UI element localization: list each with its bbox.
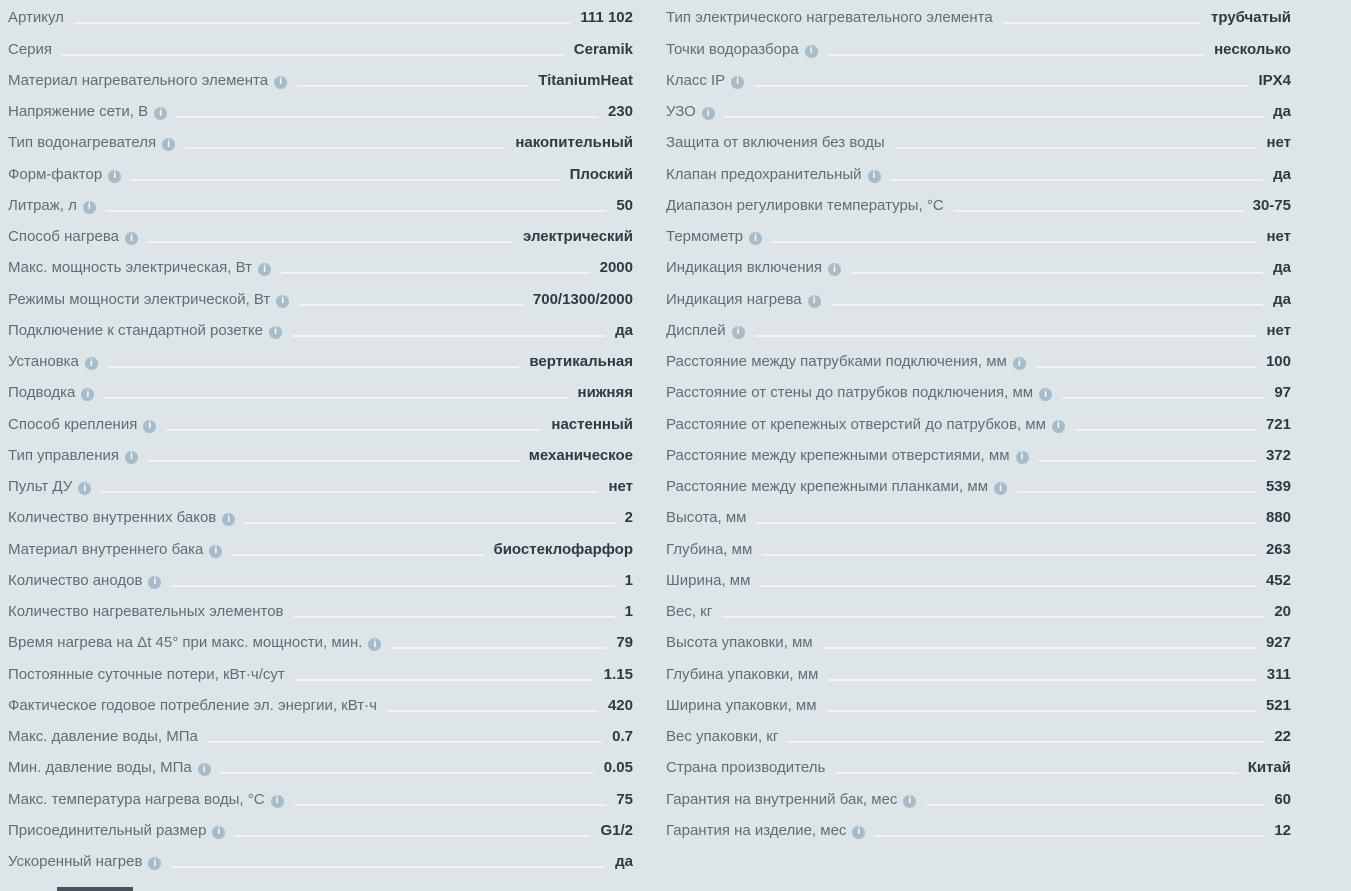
spec-label: Вес упаковки, кг bbox=[666, 728, 779, 745]
spec-row bbox=[666, 1, 1291, 32]
leader-line bbox=[297, 85, 528, 87]
spec-value: 79 bbox=[616, 634, 633, 652]
spec-label: Индикация включения bbox=[666, 259, 823, 277]
spec-column-left bbox=[8, 1, 633, 876]
spec-row bbox=[666, 314, 1291, 345]
leader-line bbox=[954, 210, 1243, 212]
spec-label: Мин. давление воды, МПа bbox=[8, 759, 192, 777]
spec-label: Количество внутренних баков bbox=[8, 509, 217, 527]
spec-label: Подключение к стандартной розетке bbox=[8, 321, 263, 339]
leader-line bbox=[1017, 491, 1256, 493]
spec-value: 2000 bbox=[599, 259, 633, 277]
spec-value: 521 bbox=[1265, 696, 1291, 714]
leader-line bbox=[827, 710, 1256, 712]
spec-label: Расстояние между крепежными планками, мм bbox=[666, 478, 989, 495]
spec-row bbox=[666, 689, 1291, 720]
spec-value: биостеклофарфор bbox=[493, 540, 633, 558]
leader-line bbox=[875, 835, 1264, 837]
info-icon[interactable]: i bbox=[1013, 357, 1026, 370]
spec-label: Артикул bbox=[8, 9, 64, 27]
spec-row bbox=[666, 345, 1291, 376]
spec-value: 721 bbox=[1265, 415, 1291, 433]
leader-line bbox=[166, 429, 541, 431]
leader-line bbox=[1039, 460, 1256, 462]
spec-value: 100 bbox=[1265, 353, 1291, 370]
info-icon[interactable]: i bbox=[162, 138, 175, 151]
spec-label: Гарантия на внутренний бак, мес bbox=[666, 790, 898, 808]
leader-line bbox=[1036, 366, 1256, 368]
spec-value: 111 102 bbox=[580, 9, 633, 27]
spec-label: Класс IP bbox=[666, 71, 726, 89]
info-icon[interactable]: i bbox=[269, 326, 282, 339]
leader-line bbox=[722, 616, 1264, 618]
leader-line bbox=[725, 116, 1263, 118]
leader-line bbox=[387, 710, 598, 712]
spec-value: 1 bbox=[624, 571, 633, 589]
spec-value: нет bbox=[1266, 321, 1291, 339]
spec-value: 97 bbox=[1274, 384, 1291, 402]
info-icon[interactable]: i bbox=[209, 545, 222, 558]
leader-line bbox=[235, 835, 590, 837]
leader-line bbox=[131, 179, 559, 181]
leader-line bbox=[760, 585, 1256, 587]
spec-label: Глубина, мм bbox=[666, 540, 753, 558]
info-icon[interactable]: i bbox=[148, 576, 161, 589]
spec-row bbox=[8, 751, 633, 782]
spec-value: 1.15 bbox=[603, 665, 633, 683]
spec-value: да bbox=[615, 853, 633, 870]
spec-value: нет bbox=[1266, 228, 1291, 245]
spec-label: Тип электрического нагревательного элемента bbox=[666, 9, 993, 27]
info-icon[interactable]: i bbox=[368, 638, 381, 651]
spec-row bbox=[8, 845, 633, 876]
spec-row bbox=[666, 251, 1291, 282]
leader-line bbox=[171, 585, 614, 587]
spec-row bbox=[8, 470, 633, 501]
spec-value: да bbox=[1273, 103, 1291, 120]
spec-label: Пульт ДУ bbox=[8, 478, 73, 495]
spec-label: Высота упаковки, мм bbox=[666, 634, 813, 652]
spec-label: Ширина упаковки, мм bbox=[666, 696, 817, 714]
leader-line bbox=[755, 335, 1257, 337]
spec-label: Способ крепления bbox=[8, 415, 138, 433]
spec-row bbox=[666, 189, 1291, 220]
leader-line bbox=[148, 241, 513, 243]
leader-line bbox=[171, 866, 605, 868]
leader-line bbox=[788, 741, 1264, 743]
spec-value: 420 bbox=[607, 696, 633, 714]
info-icon[interactable]: i bbox=[274, 76, 287, 89]
spec-row bbox=[8, 626, 633, 657]
spec-row bbox=[666, 751, 1291, 782]
spec-value: Ceramik bbox=[573, 40, 633, 58]
spec-row bbox=[8, 720, 633, 751]
spec-row bbox=[8, 814, 633, 845]
spec-label: Глубина упаковки, мм bbox=[666, 665, 819, 683]
spec-value: 50 bbox=[616, 196, 633, 214]
spec-row bbox=[8, 220, 633, 251]
spec-value: нет bbox=[1266, 134, 1291, 152]
info-icon[interactable]: i bbox=[83, 201, 96, 214]
spec-row bbox=[8, 126, 633, 157]
spec-value: да bbox=[1273, 165, 1291, 183]
spec-row bbox=[8, 782, 633, 813]
info-icon[interactable]: i bbox=[258, 263, 271, 276]
spec-row bbox=[8, 32, 633, 63]
leader-line bbox=[148, 460, 519, 462]
spec-row bbox=[8, 95, 633, 126]
spec-value: электрический bbox=[523, 228, 633, 245]
leader-line bbox=[823, 647, 1256, 649]
spec-value: трубчатый bbox=[1211, 9, 1291, 27]
info-icon[interactable]: i bbox=[81, 388, 94, 401]
spec-label: Макс. давление воды, МПа bbox=[8, 728, 198, 745]
spec-value: да bbox=[615, 321, 633, 339]
spec-label: Установка bbox=[8, 353, 79, 370]
leader-line bbox=[292, 335, 605, 337]
spec-label: Высота, мм bbox=[666, 509, 747, 527]
spec-row bbox=[8, 564, 633, 595]
spec-label: Форм-фактор bbox=[8, 165, 103, 183]
info-icon[interactable]: i bbox=[125, 451, 138, 464]
spec-value: 30-75 bbox=[1252, 196, 1291, 214]
spec-row bbox=[666, 595, 1291, 626]
spec-label: Расстояние от крепежных отверстий до патрубков, мм bbox=[666, 415, 1046, 433]
leader-line bbox=[835, 772, 1237, 774]
spec-value: 700/1300/2000 bbox=[532, 290, 633, 308]
leader-line bbox=[74, 22, 571, 24]
info-icon[interactable]: i bbox=[222, 513, 235, 526]
spec-column-right bbox=[666, 1, 1291, 876]
leader-line bbox=[895, 147, 1257, 149]
info-icon[interactable]: i bbox=[805, 45, 818, 58]
leader-line bbox=[756, 522, 1255, 524]
leader-line bbox=[762, 554, 1256, 556]
spec-label: Материал нагревательного элемента bbox=[8, 71, 269, 89]
leader-line bbox=[177, 116, 598, 118]
info-icon[interactable]: i bbox=[868, 170, 881, 183]
info-icon[interactable]: i bbox=[1052, 420, 1065, 433]
spec-value: 311 bbox=[1266, 665, 1291, 683]
info-icon[interactable]: i bbox=[154, 107, 167, 120]
spec-value: IPX4 bbox=[1258, 71, 1291, 89]
leader-line bbox=[281, 272, 590, 274]
spec-row bbox=[8, 282, 633, 313]
leader-line bbox=[221, 772, 594, 774]
spec-label: Точки водоразбора bbox=[666, 40, 799, 58]
leader-line bbox=[245, 522, 614, 524]
spec-row bbox=[8, 407, 633, 438]
spec-label: Постоянные суточные потери, кВт·ч/сут bbox=[8, 665, 285, 683]
spec-label: Защита от включения без воды bbox=[666, 134, 885, 152]
spec-label: Количество анодов bbox=[8, 571, 143, 589]
spec-row bbox=[8, 595, 633, 626]
leader-line bbox=[1003, 22, 1201, 24]
spec-row bbox=[666, 657, 1291, 688]
spec-label: Количество нагревательных элементов bbox=[8, 603, 284, 620]
spec-label: Тип водонагревателя bbox=[8, 134, 157, 152]
spec-value: механическое bbox=[528, 446, 633, 464]
spec-row bbox=[8, 251, 633, 282]
spec-value: 75 bbox=[616, 790, 633, 808]
spec-row bbox=[8, 189, 633, 220]
spec-row bbox=[8, 376, 633, 407]
leader-line bbox=[1075, 429, 1256, 431]
spec-label: Ширина, мм bbox=[666, 571, 751, 589]
leader-line bbox=[208, 741, 602, 743]
info-icon[interactable]: i bbox=[148, 857, 161, 870]
spec-label: Макс. температура нагрева воды, °С bbox=[8, 790, 265, 808]
info-icon[interactable]: i bbox=[78, 482, 91, 495]
leader-line bbox=[851, 272, 1263, 274]
spec-row bbox=[8, 532, 633, 563]
spec-label: Термометр bbox=[666, 228, 744, 245]
spec-label: Фактическое годовое потребление эл. энергии, кВт·ч bbox=[8, 696, 377, 714]
spec-row bbox=[8, 314, 633, 345]
spec-label: Расстояние между патрубками подключения, мм bbox=[666, 353, 1007, 370]
spec-row bbox=[666, 220, 1291, 251]
leader-line bbox=[295, 679, 594, 681]
spec-label: Страна производитель bbox=[666, 759, 826, 777]
spec-value: нет bbox=[608, 478, 633, 495]
spec-row bbox=[666, 407, 1291, 438]
info-icon[interactable]: i bbox=[271, 795, 284, 808]
spec-value: вертикальная bbox=[529, 353, 633, 370]
spec-value: 539 bbox=[1265, 478, 1291, 495]
leader-line bbox=[108, 366, 519, 368]
info-icon[interactable]: i bbox=[125, 232, 138, 245]
spec-row bbox=[8, 689, 633, 720]
info-icon[interactable]: i bbox=[808, 295, 821, 308]
spec-row bbox=[666, 814, 1291, 845]
spec-row bbox=[8, 345, 633, 376]
spec-row bbox=[8, 439, 633, 470]
spec-value: да bbox=[1273, 259, 1291, 277]
leader-line bbox=[294, 804, 607, 806]
spec-label: Индикация нагрева bbox=[666, 290, 802, 308]
spec-value: 12 bbox=[1274, 821, 1291, 839]
leader-line bbox=[106, 210, 606, 212]
spec-row bbox=[666, 282, 1291, 313]
info-icon[interactable]: i bbox=[732, 326, 745, 339]
spec-row bbox=[8, 64, 633, 95]
spec-label: Напряжение сети, В bbox=[8, 103, 149, 120]
info-icon[interactable]: i bbox=[702, 107, 715, 120]
spec-value: 0.7 bbox=[612, 728, 633, 745]
spec-label: Макс. мощность электрическая, Вт bbox=[8, 259, 253, 277]
spec-value: 20 bbox=[1274, 603, 1291, 620]
spec-row bbox=[666, 439, 1291, 470]
spec-row bbox=[666, 564, 1291, 595]
spec-label: Серия bbox=[8, 40, 53, 58]
info-icon[interactable]: i bbox=[1016, 451, 1029, 464]
leader-line bbox=[1062, 397, 1264, 399]
spec-label: Диапазон регулировки температуры, °С bbox=[666, 196, 944, 214]
info-icon[interactable]: i bbox=[85, 357, 98, 370]
leader-line bbox=[926, 804, 1264, 806]
spec-label: Присоединительный размер bbox=[8, 821, 207, 839]
info-icon[interactable]: i bbox=[143, 420, 156, 433]
info-icon[interactable]: i bbox=[276, 295, 289, 308]
spec-row bbox=[666, 32, 1291, 63]
spec-value: 927 bbox=[1265, 634, 1291, 652]
leader-line bbox=[101, 491, 598, 493]
spec-label: Подводка bbox=[8, 384, 76, 402]
leader-line bbox=[754, 85, 1248, 87]
leader-line bbox=[232, 554, 483, 556]
info-icon[interactable]: i bbox=[903, 795, 916, 808]
spec-value: накопительный bbox=[515, 134, 633, 152]
info-icon[interactable]: i bbox=[108, 170, 121, 183]
spec-row bbox=[8, 657, 633, 688]
spec-value: 452 bbox=[1265, 571, 1291, 589]
spec-label: Расстояние между крепежными отверстиями, мм bbox=[666, 446, 1010, 464]
info-icon[interactable]: i bbox=[731, 76, 744, 89]
info-icon[interactable]: i bbox=[198, 763, 211, 776]
info-icon[interactable]: i bbox=[828, 263, 841, 276]
spec-label: Вес, кг bbox=[666, 603, 713, 620]
spec-row bbox=[8, 501, 633, 532]
spec-row bbox=[8, 157, 633, 188]
leader-line bbox=[891, 179, 1264, 181]
spec-value: 0.05 bbox=[603, 759, 633, 777]
leader-line bbox=[772, 241, 1256, 243]
spec-value: да bbox=[1273, 290, 1291, 308]
spec-value: 230 bbox=[607, 103, 633, 120]
spec-label: Литраж, л bbox=[8, 196, 77, 214]
leader-line bbox=[294, 616, 615, 618]
spec-row bbox=[666, 532, 1291, 563]
spec-value: TitaniumHeat bbox=[538, 71, 633, 89]
spec-row bbox=[666, 157, 1291, 188]
spec-row bbox=[666, 720, 1291, 751]
spec-label: УЗО bbox=[666, 103, 696, 120]
spec-label: Гарантия на изделие, мес bbox=[666, 821, 847, 839]
spec-label: Время нагрева на Δt 45° при макс. мощности, мин. bbox=[8, 634, 363, 652]
spec-row bbox=[666, 95, 1291, 126]
info-icon[interactable]: i bbox=[852, 826, 865, 839]
spec-value: несколько bbox=[1214, 40, 1291, 58]
spec-row bbox=[666, 376, 1291, 407]
spec-row bbox=[8, 1, 633, 32]
spec-label: Ускоренный нагрев bbox=[8, 853, 143, 870]
spec-value: 263 bbox=[1265, 540, 1291, 558]
spec-label: Режимы мощности электрической, Вт bbox=[8, 290, 271, 308]
spec-row bbox=[666, 626, 1291, 657]
leader-line bbox=[828, 54, 1204, 56]
spec-label: Способ нагрева bbox=[8, 228, 119, 245]
spec-value: Плоский bbox=[569, 165, 633, 183]
spec-row bbox=[666, 470, 1291, 501]
spec-label: Расстояние от стены до патрубков подключения, мм bbox=[666, 384, 1034, 402]
spec-row bbox=[666, 782, 1291, 813]
info-icon[interactable]: i bbox=[212, 826, 225, 839]
spec-label: Клапан предохранительный bbox=[666, 165, 862, 183]
info-icon[interactable]: i bbox=[994, 482, 1007, 495]
spec-value: 60 bbox=[1274, 790, 1291, 808]
spec-row bbox=[666, 501, 1291, 532]
info-icon[interactable]: i bbox=[1039, 388, 1052, 401]
spec-value: 880 bbox=[1265, 509, 1291, 527]
spec-value: 1 bbox=[624, 603, 633, 620]
spec-value: 22 bbox=[1274, 728, 1291, 745]
leader-line bbox=[185, 147, 505, 149]
leader-line bbox=[299, 304, 523, 306]
spec-value: G1/2 bbox=[600, 821, 633, 839]
info-icon[interactable]: i bbox=[749, 232, 762, 245]
spec-value: настенный bbox=[551, 415, 633, 433]
leader-line bbox=[104, 397, 567, 399]
cutoff-next-row-fragment bbox=[57, 887, 133, 891]
leader-line bbox=[828, 679, 1256, 681]
spec-value: 2 bbox=[624, 509, 633, 527]
leader-line bbox=[831, 304, 1264, 306]
spec-row bbox=[666, 64, 1291, 95]
spec-row bbox=[666, 126, 1291, 157]
leader-line bbox=[391, 647, 606, 649]
spec-value: нижняя bbox=[577, 384, 633, 402]
spec-label: Материал внутреннего бака bbox=[8, 540, 204, 558]
leader-line bbox=[62, 54, 564, 56]
spec-label: Дисплей bbox=[666, 321, 726, 339]
spec-label: Тип управления bbox=[8, 446, 119, 464]
spec-value: 372 bbox=[1265, 446, 1291, 464]
spec-value: Китай bbox=[1247, 759, 1291, 777]
